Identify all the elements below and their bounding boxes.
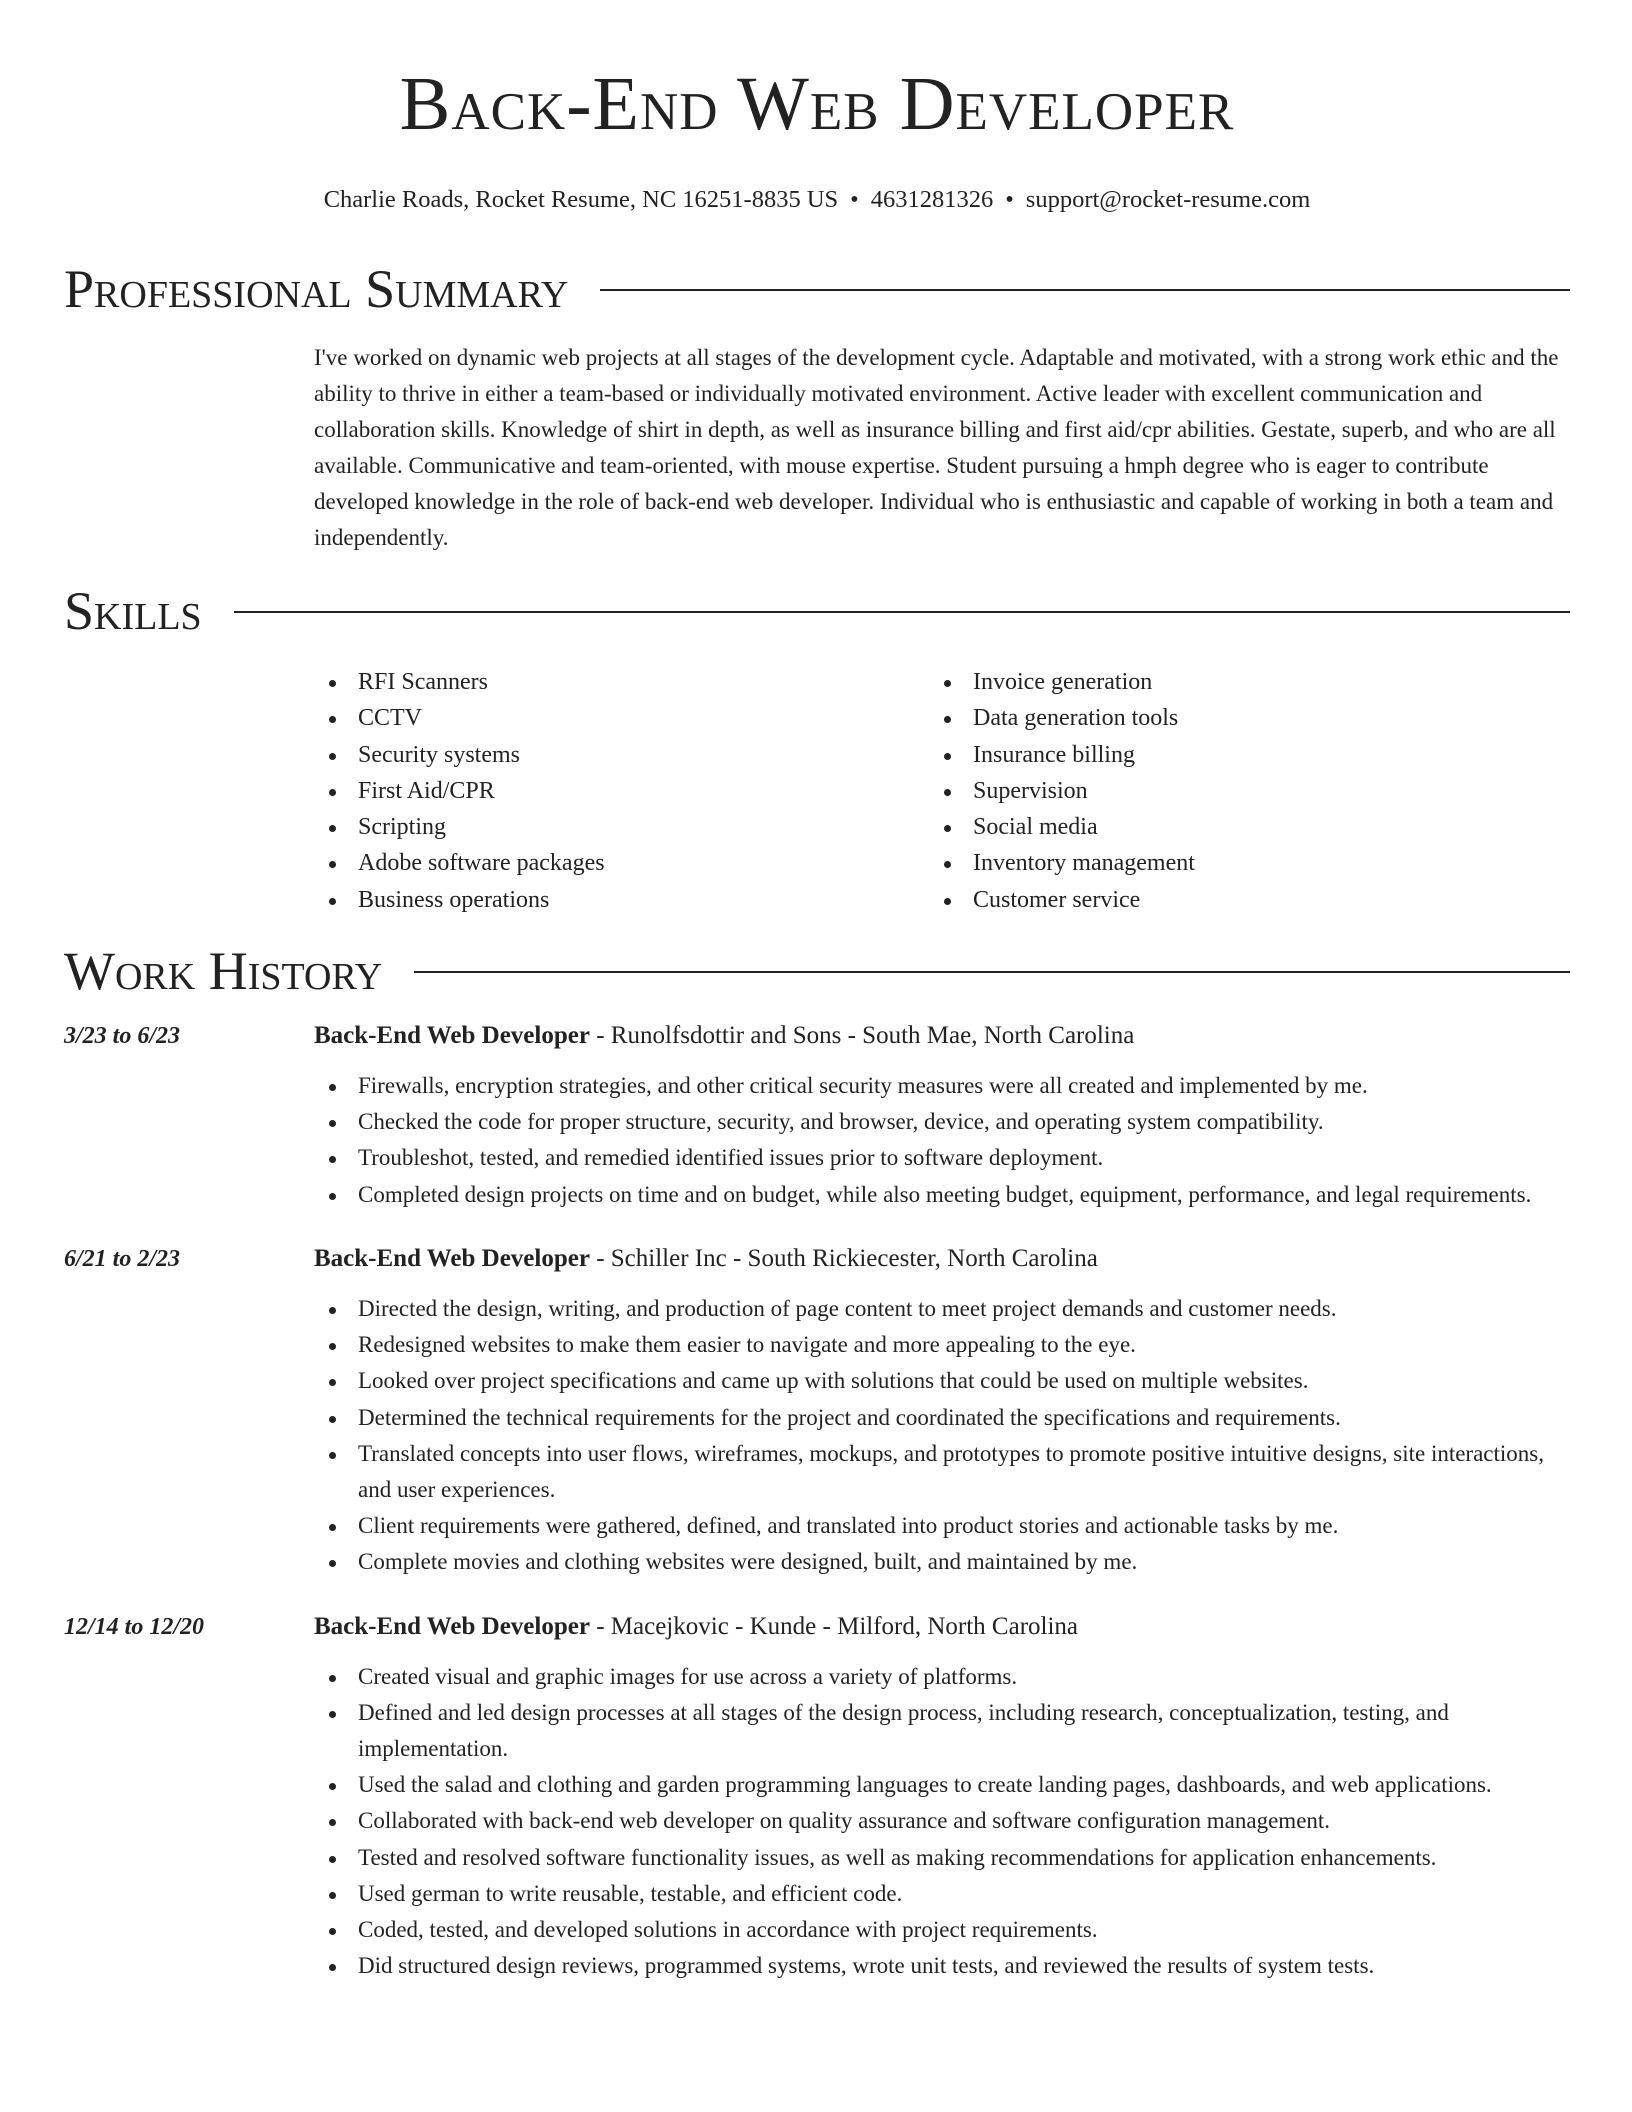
job-dates: 6/21 to 2/23 (64, 1245, 181, 1272)
skills-list (314, 664, 1570, 918)
skill-item: First Aid/CPR (314, 773, 929, 809)
work-history-list (64, 1018, 1570, 1984)
skill-item: Insurance billing (929, 737, 1544, 773)
job-bullet: Tested and resolved software functionality issues, as well as making recommendations for application enhancements. (314, 1840, 1570, 1876)
job-bullet: Checked the code for proper structure, security, and browser, device, and operating system compatibility. (314, 1104, 1570, 1140)
job-bullet: Troubleshot, tested, and remedied identified issues prior to software deployment. (314, 1140, 1570, 1176)
contact-email: support@rocket-resume.com (1025, 186, 1311, 213)
skills-section-header (64, 582, 1570, 640)
job-bullet: Directed the design, writing, and production of page content to meet project demands and customer needs. (314, 1291, 1570, 1327)
job-bullets (314, 1291, 1570, 1581)
skill-item: RFI Scanners (314, 664, 929, 700)
skills-column-right (929, 664, 1544, 918)
job-entry (64, 1609, 1570, 1985)
contact-separator: • (1005, 186, 1014, 213)
job-role: Back-End Web Developer (314, 1022, 590, 1050)
job-bullet: Translated concepts into user flows, wireframes, mockups, and prototypes to promote positive intuitive designs, site interactions, and user experiences. (314, 1436, 1570, 1508)
job-heading (314, 1241, 1570, 1277)
contact-line (64, 184, 1570, 216)
job-entry (64, 1018, 1570, 1213)
skill-item: Customer service (929, 882, 1544, 918)
summary-section-title: Professional Summary (64, 259, 569, 319)
skill-item: Data generation tools (929, 700, 1544, 736)
job-bullet: Completed design projects on time and on budget, while also meeting budget, equipment, performance, and legal requirements. (314, 1177, 1570, 1213)
job-bullet: Created visual and graphic images for use across a variety of platforms. (314, 1659, 1570, 1695)
skill-item: Business operations (314, 882, 929, 918)
resume-name-title: Back-End Web Developer (399, 62, 1235, 146)
job-dates: 3/23 to 6/23 (64, 1023, 181, 1050)
skill-item: CCTV (314, 700, 929, 736)
job-company: - Runolfsdottir and Sons - South Mae, North Carolina (589, 1022, 1135, 1050)
job-dates: 12/14 to 12/20 (64, 1613, 205, 1640)
section-divider (600, 289, 1570, 291)
job-bullet: Used the salad and clothing and garden programming languages to create landing pages, dashboards, and web applications. (314, 1767, 1570, 1803)
job-bullet: Firewalls, encryption strategies, and other critical security measures were all created and implemented by me. (314, 1068, 1570, 1104)
skill-item: Security systems (314, 737, 929, 773)
skills-section-title: Skills (64, 581, 202, 641)
job-body (314, 1241, 1570, 1581)
contact-separator: • (850, 186, 859, 213)
summary-text: I've worked on dynamic web projects at all stages of the development cycle. Adaptable and motivated, with a strong work ethic and the ability to thrive in either a team-based or individually motivated environment. Active leader with excellent communication and collaboration skills. Knowledge of shirt in depth, as well as insurance billing and first aid/cpr abilities. Gestate, superb, and who are all available. Communicative and team-oriented, with mouse expertise. Student pursuing a hmph degree who is eager to contribute developed knowledge in the role of back-end web developer. Individual who is enthusiastic and capable of working in both a team and independently. (314, 345, 1559, 550)
job-bullet: Defined and led design processes at all stages of the design process, including research, conceptualization, testing, and implementation. (314, 1695, 1570, 1767)
job-heading (314, 1609, 1570, 1645)
job-body (314, 1609, 1570, 1985)
job-company: - Schiller Inc - South Rickiecester, North Carolina (589, 1244, 1098, 1272)
section-divider (234, 611, 1570, 613)
job-bullets (314, 1068, 1570, 1213)
job-bullet: Did structured design reviews, programmed systems, wrote unit tests, and reviewed the results of system tests. (314, 1948, 1570, 1984)
work-history-section-header (64, 942, 1570, 1000)
skill-item: Scripting (314, 809, 929, 845)
skills-column-left (314, 664, 929, 918)
job-bullet: Determined the technical requirements for the project and coordinated the specifications and requirements. (314, 1400, 1570, 1436)
job-bullet: Collaborated with back-end web developer on quality assurance and software configuration management. (314, 1803, 1570, 1839)
job-bullet: Complete movies and clothing websites were designed, built, and maintained by me. (314, 1544, 1570, 1580)
job-bullet: Redesigned websites to make them easier to navigate and more appealing to the eye. (314, 1327, 1570, 1363)
skill-item: Social media (929, 809, 1544, 845)
work-history-section-title: Work History (64, 941, 383, 1002)
job-role: Back-End Web Developer (314, 1612, 590, 1640)
job-role: Back-End Web Developer (314, 1244, 590, 1272)
job-body (314, 1018, 1570, 1213)
skill-item: Supervision (929, 773, 1544, 809)
job-bullet: Client requirements were gathered, defined, and translated into product stories and actionable tasks by me. (314, 1508, 1570, 1544)
skill-item: Adobe software packages (314, 845, 929, 881)
job-bullet: Coded, tested, and developed solutions in accordance with project requirements. (314, 1912, 1570, 1948)
job-heading (314, 1018, 1570, 1054)
contact-address: Charlie Roads, Rocket Resume, NC 16251-8835 US (323, 186, 839, 213)
job-bullet: Looked over project specifications and came up with solutions that could be used on multiple websites. (314, 1363, 1570, 1399)
contact-phone: 4631281326 (870, 186, 994, 213)
summary-section-header (64, 260, 1570, 318)
job-bullets (314, 1659, 1570, 1985)
skill-item: Invoice generation (929, 664, 1544, 700)
job-company: - Macejkovic - Kunde - Milford, North Carolina (589, 1612, 1079, 1640)
job-bullet: Used german to write reusable, testable, and efficient code. (314, 1876, 1570, 1912)
job-entry (64, 1241, 1570, 1581)
section-divider (414, 971, 1570, 973)
skill-item: Inventory management (929, 845, 1544, 881)
